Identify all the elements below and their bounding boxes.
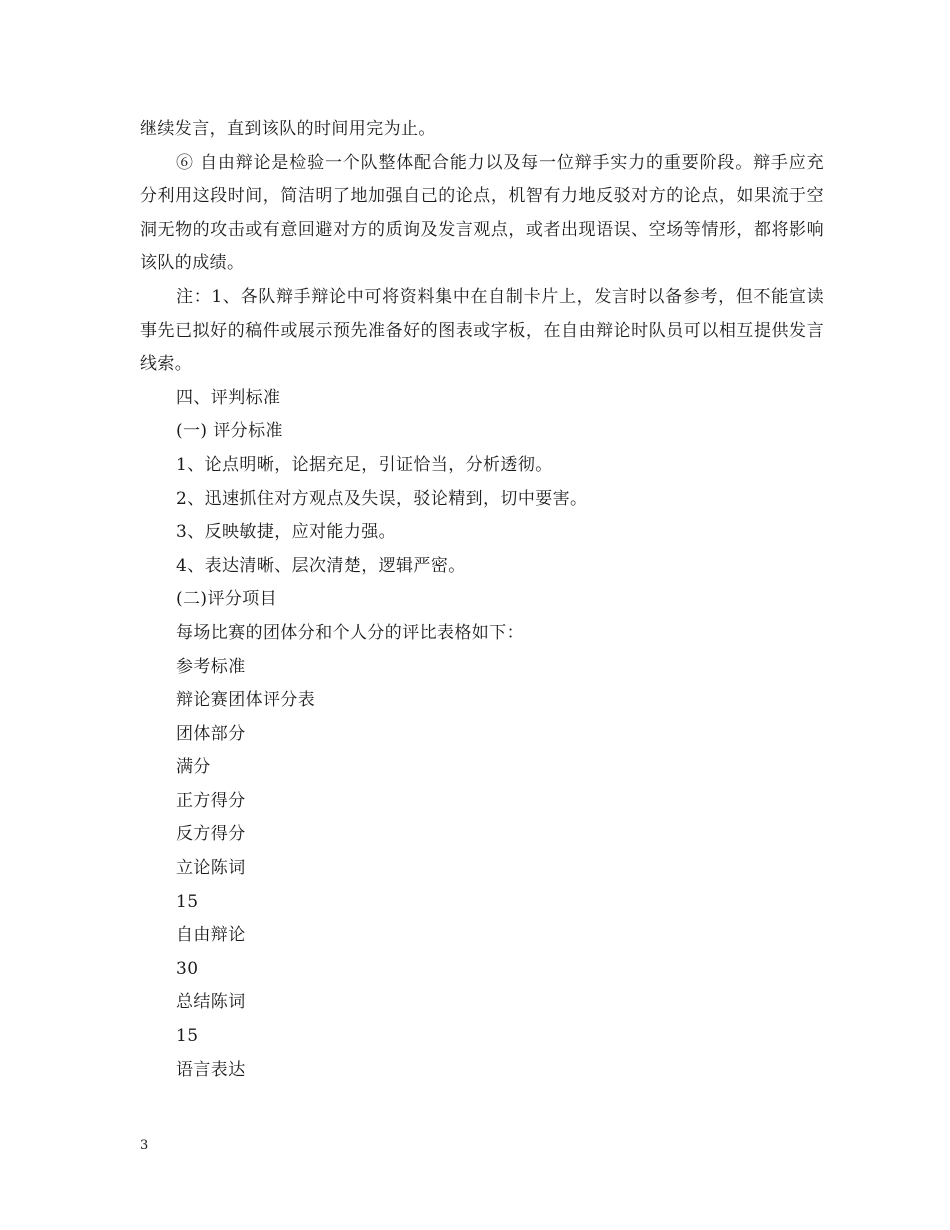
table-text-line: 立论陈词: [176, 858, 246, 879]
table-text-line: 团体部分: [176, 723, 246, 744]
table-text-line: 15: [176, 1026, 199, 1047]
table-text-line: 30: [176, 958, 199, 979]
table-text-line: 自由辩论: [176, 925, 246, 946]
table-text-line: 满分: [176, 757, 211, 778]
table-text-line: 反方得分: [176, 824, 246, 845]
criteria-item-4: 4、表达清晰、层次清楚，逻辑严密。: [176, 555, 466, 576]
page-number: 3: [140, 1138, 149, 1153]
section-heading-judging-criteria: 四、评判标准: [176, 387, 281, 408]
table-text-line: 语言表达: [176, 1059, 246, 1080]
criteria-item-2: 2、迅速抓住对方观点及失误，驳论精到，切中要害。: [176, 488, 588, 509]
table-text-line: 总结陈词: [176, 992, 246, 1013]
table-text-line: 15: [176, 891, 199, 912]
table-text-line: 参考标准: [176, 656, 246, 677]
subsection-heading-scoring-items: (二)评分项目: [176, 589, 278, 610]
subsection-heading-scoring-criteria: (一) 评分标准: [176, 421, 283, 442]
paragraph-note: 注：1、各队辩手辩论中可将资料集中在自制卡片上，发言时以备参考，但不能宣读事先已拟好的稿件或展示预先准备好的图表或字板，在自由辩论时队员可以相互提供发言线索。: [140, 286, 824, 375]
table-text-line: 辩论赛团体评分表: [176, 690, 316, 711]
table-text-line: 正方得分: [176, 790, 246, 811]
criteria-item-3: 3、反映敏捷，应对能力强。: [176, 522, 397, 543]
criteria-item-1: 1、论点明晰，论据充足，引证恰当，分析透彻。: [176, 454, 553, 475]
paragraph-free-debate: ⑥ 自由辩论是检验一个队整体配合能力以及每一位辩手实力的重要阶段。辩手应充分利用这段时间，简洁明了地加强自己的论点，机智有力地反驳对方的论点，如果流于空洞无物的攻击或有意回避对方的质询及发言观点，或者出现语误、空场等情形，都将影响该队的成绩。: [140, 152, 824, 274]
table-intro-line: 每场比赛的团体分和个人分的评比表格如下：: [176, 622, 524, 643]
paragraph-continuation: 继续发言，直到该队的时间用完为止。: [140, 119, 436, 139]
document-body: [140, 113, 824, 1087]
